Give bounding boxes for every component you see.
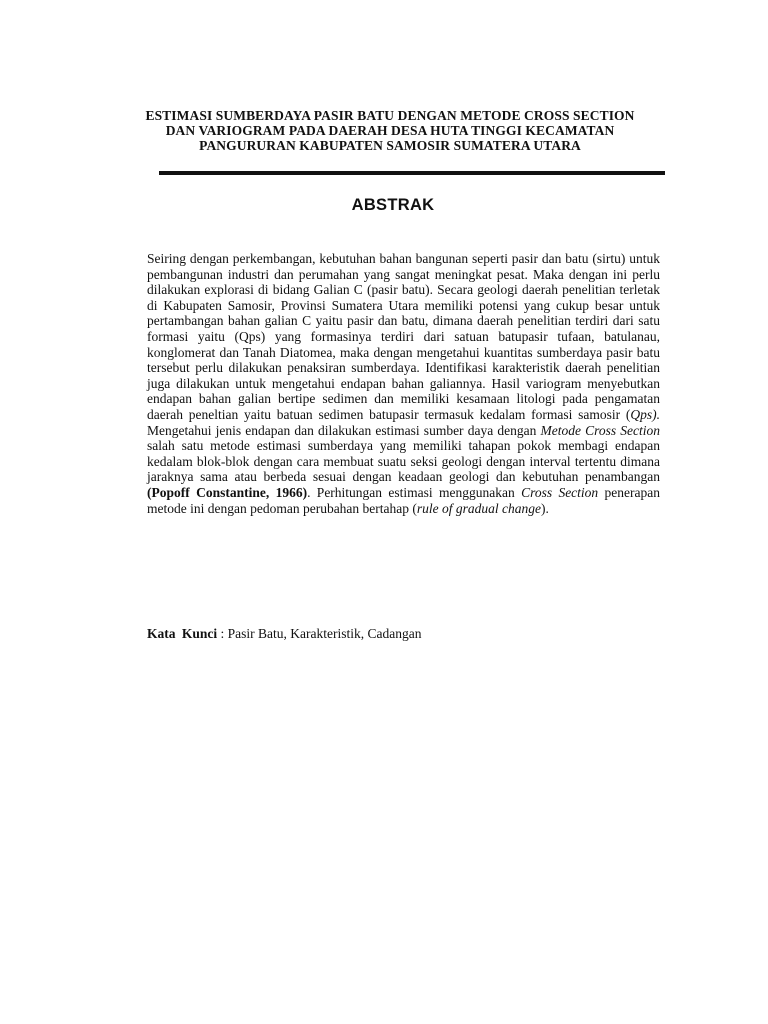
abstract-text: penerapan metode ini dengan pedoman perubahan bertahap ( xyxy=(147,484,661,516)
abstract-text: Mengetahui jenis endapan dan dilakukan estimasi sumber daya dengan xyxy=(147,422,541,438)
abstract-heading: ABSTRAK xyxy=(351,196,435,214)
abstract-text: . Perhitungan estimasi menggunakan xyxy=(307,484,522,500)
title-line: PANGURURAN KABUPATEN SAMOSIR SUMATERA UTARA xyxy=(199,138,581,153)
abstract-citation: (Popoff Constantine, 1966) xyxy=(147,484,308,500)
abstract-text: salah satu metode estimasi sumberdaya yang memiliki tahapan pokok membagi endapan kedalam blok-blok dengan cara membuat suatu seksi geologi dengan interval tertentu dimana jaraknya sama atau berbeda sesuai dengan keadaan geologi dan kebutuhan penambangan xyxy=(147,438,660,485)
abstract-italic-text: rule of gradual change xyxy=(416,500,542,516)
abstract-italic-text: Metode Cross Section xyxy=(540,422,660,438)
title-line: DAN VARIOGRAM PADA DAERAH DESA HUTA TINGGI KECAMATAN xyxy=(165,123,615,138)
paper-title xyxy=(100,108,680,153)
keywords-text: : Pasir Batu, Karakteristik, Cadangan xyxy=(217,626,422,641)
abstract-paragraph xyxy=(147,251,660,516)
keywords-line xyxy=(147,626,660,642)
abstract-italic-text: Cross Section xyxy=(521,484,599,500)
title-line: ESTIMASI SUMBERDAYA PASIR BATU DENGAN METODE CROSS SECTION xyxy=(145,108,635,123)
abstract-text: ). xyxy=(541,500,549,516)
title-divider xyxy=(159,171,665,175)
abstract-text: Seiring dengan perkembangan, kebutuhan bahan bangunan seperti pasir dan batu (sirtu) untuk pembangunan industri dan perumahan yang sangat meningkat pesat. Maka dengan ini perlu dilakukan explorasi di bidang Galian C (pasir batu). Secara geologi daerah penelitian terletak di Kabupaten Samosir, Provinsi Sumatera Utara memiliki potensi yang cukup besar untuk pertambangan bahan galian C yaitu pasir dan batu, dimana daerah penelitian terdiri dari satu formasi yaitu (Qps) yang formasinya terdiri dari satuan batupasir tufaan, batulanau, konglomerat dan Tanah Diatomea, maka dengan mengetahui kuantitas sumberdaya pasir batu tersebut perlu dilakukan penaksiran sumberdaya. Identifikasi karakteristik daerah penelitian juga dilakukan untuk mengetahui endapan bahan galiannya. Hasil variogram menyebutkan endapan bahan galian bertipe sedimen dan memiliki kesamaan litologi pada pengamatan daerah peneltian yaitu batuan sedimen batupasir termasuk kedalam formasi samosir ( xyxy=(147,251,660,422)
abstract-italic-text: Qps). xyxy=(630,406,660,422)
keywords-label: Kata Kunci xyxy=(147,626,218,641)
